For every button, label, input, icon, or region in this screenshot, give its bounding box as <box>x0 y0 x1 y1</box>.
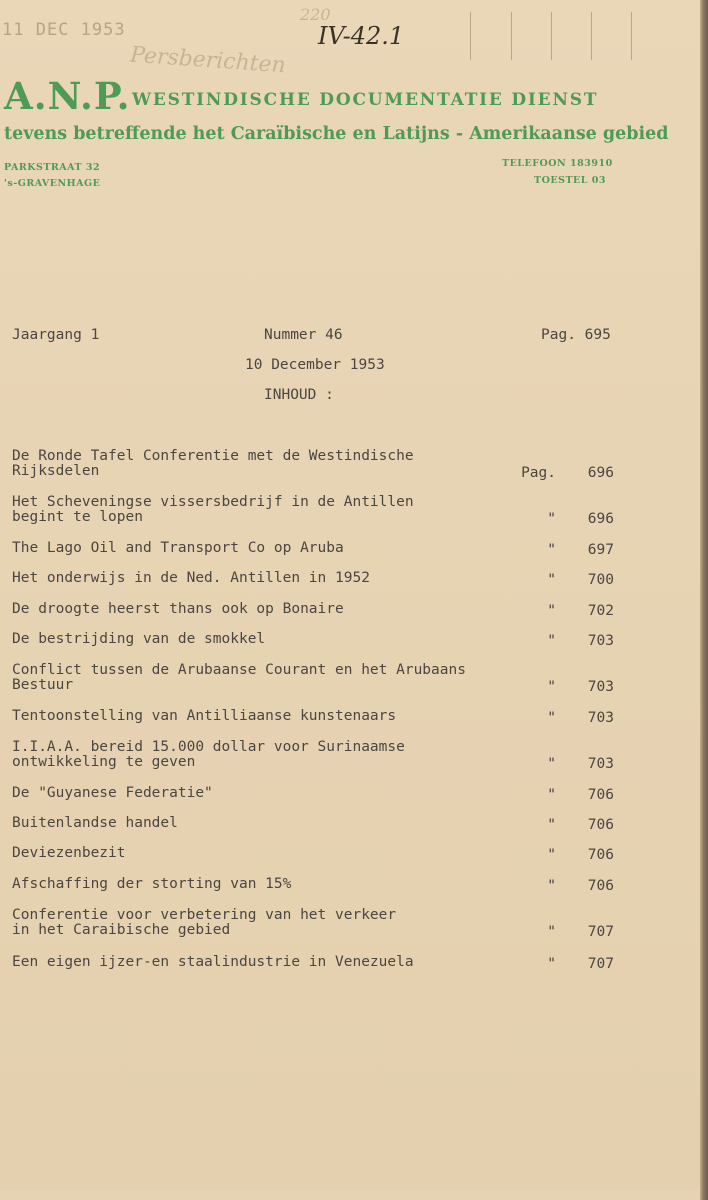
page-edge <box>700 0 708 1200</box>
toc-title: De Ronde Tafel Conferentie met de Westindische Rijksdelen <box>12 448 414 479</box>
page-number: Pag. 695 <box>541 327 611 343</box>
anp-logo: A.N.P. <box>4 74 131 118</box>
toc-item <box>12 908 616 938</box>
toc-marker: " <box>547 756 556 772</box>
toc-item <box>12 709 616 724</box>
toc-title: De bestrijding van de smokkel <box>12 631 266 647</box>
toc-title: De droogte heerst thans ook op Bonaire <box>12 601 344 617</box>
toc-page: 703 <box>587 633 614 649</box>
toc-item <box>12 663 616 693</box>
contents-heading: INHOUD : <box>264 387 334 403</box>
toc-item <box>12 816 616 831</box>
toc-item <box>12 632 616 647</box>
letterhead-subtitle: tevens betreffende het Caraïbische en Latijns - Amerikaanse gebied <box>4 124 669 144</box>
toc-page: 696 <box>587 465 614 481</box>
toc-marker: Pag. <box>521 465 556 481</box>
archive-box <box>470 12 641 60</box>
toc-page: 703 <box>587 710 614 726</box>
toc-item <box>12 602 616 617</box>
toc-marker: " <box>547 710 556 726</box>
toc-page: 696 <box>587 511 614 527</box>
address-city: 's-GRAVENHAGE <box>4 178 101 189</box>
toc-title: Tentoonstelling van Antilliaanse kunstenaars <box>12 708 397 724</box>
toc-page: 703 <box>587 679 614 695</box>
toc-marker: " <box>547 924 556 940</box>
toc-page: 703 <box>587 756 614 772</box>
toc-title: Een eigen ijzer-en staalindustrie in Venezuela <box>12 954 414 970</box>
toc-marker: " <box>547 956 556 972</box>
toc-marker: " <box>547 787 556 803</box>
toc-marker: " <box>547 542 556 558</box>
toc-item <box>12 740 616 770</box>
handwritten-note: Persberichten <box>129 42 287 79</box>
toc-item <box>12 449 616 479</box>
toc-page: 697 <box>587 542 614 558</box>
address-street: PARKSTRAAT 32 <box>4 162 101 173</box>
toc-marker: " <box>547 633 556 649</box>
toc-marker: " <box>547 847 556 863</box>
toc-title: The Lago Oil and Transport Co op Aruba <box>12 540 344 556</box>
toc-item <box>12 571 616 586</box>
phone-extension: TOESTEL 03 <box>534 175 606 186</box>
toc-item <box>12 786 616 801</box>
toc-title: Afschaffing der storting van 15% <box>12 876 292 892</box>
toc-marker: " <box>547 878 556 894</box>
toc-title: Het Scheveningse vissersbedrijf in de Antillen begint te lopen <box>12 494 414 525</box>
toc-title: Het onderwijs in de Ned. Antillen in 1952 <box>12 570 370 586</box>
toc-marker: " <box>547 679 556 695</box>
toc-title: Deviezenbezit <box>12 845 126 861</box>
received-date-stamp: 11 DEC 1953 <box>2 20 126 40</box>
service-name: WESTINDISCHE DOCUMENTATIE DIENST <box>132 90 599 110</box>
toc-marker: " <box>547 817 556 833</box>
phone-number: TELEFOON 183910 <box>502 158 613 169</box>
toc-title: Conferentie voor verbetering van het verkeer in het Caraibische gebied <box>12 907 397 938</box>
toc-page: 706 <box>587 817 614 833</box>
toc-page: 707 <box>587 956 614 972</box>
toc-title: Buitenlandse handel <box>12 815 178 831</box>
toc-page: 702 <box>587 603 614 619</box>
toc-page: 700 <box>587 572 614 588</box>
archive-code: IV-42.1 <box>318 22 405 50</box>
issue-date: 10 December 1953 <box>245 357 385 373</box>
toc-page: 706 <box>587 878 614 894</box>
toc-title: Conflict tussen de Arubaanse Courant en het Arubaans Bestuur <box>12 662 466 693</box>
toc-item <box>12 955 616 970</box>
toc-item <box>12 846 616 861</box>
pencil-code: 220 <box>300 5 331 24</box>
toc-item <box>12 877 616 892</box>
toc-page: 706 <box>587 787 614 803</box>
toc-item <box>12 495 616 525</box>
toc-page: 707 <box>587 924 614 940</box>
issue-number: Nummer 46 <box>264 327 343 343</box>
toc-marker: " <box>547 572 556 588</box>
toc-item <box>12 541 616 556</box>
jaargang: Jaargang 1 <box>12 327 100 343</box>
toc-page: 706 <box>587 847 614 863</box>
toc-marker: " <box>547 511 556 527</box>
toc-title: I.I.A.A. bereid 15.000 dollar voor Surinaamse ontwikkeling te geven <box>12 739 405 770</box>
toc-title: De "Guyanese Federatie" <box>12 785 213 801</box>
toc-marker: " <box>547 603 556 619</box>
